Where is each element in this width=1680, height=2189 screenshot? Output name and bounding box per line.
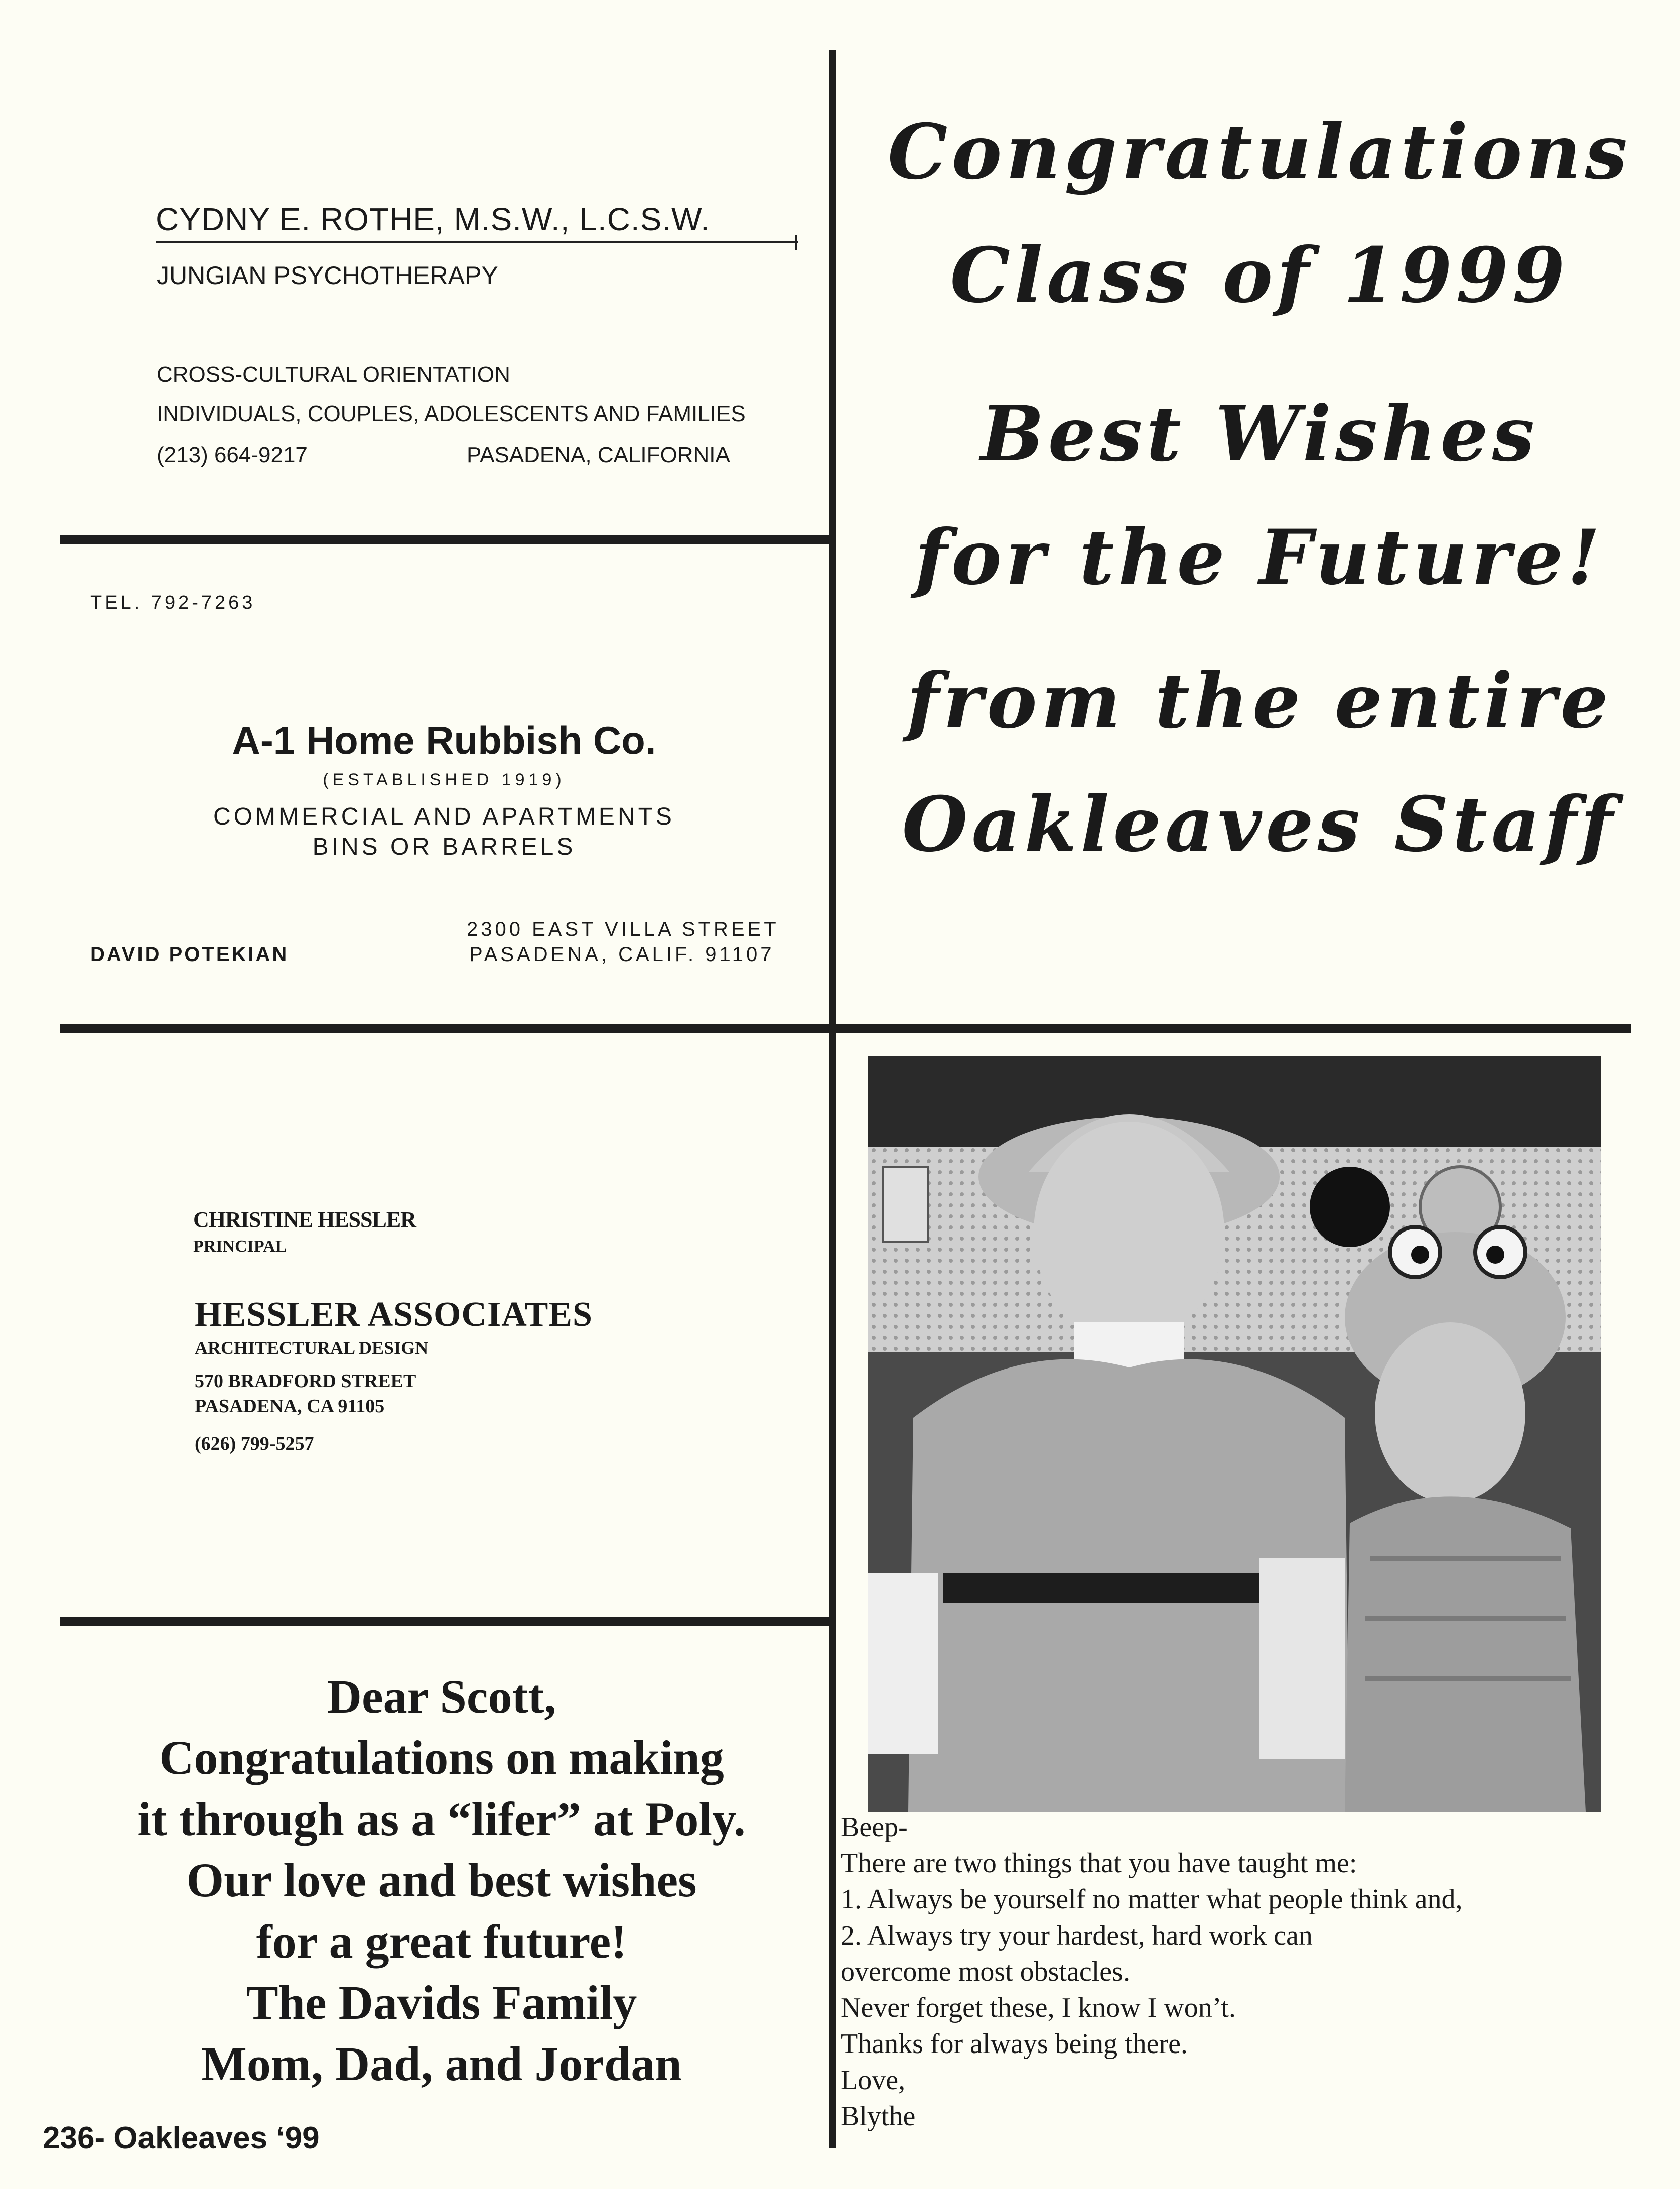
- a1-city-state: PASADENA, CALIF. 91107: [469, 943, 775, 966]
- a1-street: 2300 EAST VILLA STREET: [467, 918, 779, 940]
- a1-services-line2: BINS OR BARRELS: [312, 834, 576, 860]
- rothe-phone: (213) 664-9217: [157, 443, 308, 467]
- hessler-principal-name: CHRISTINE HESSLER: [193, 1207, 416, 1232]
- congrats-line: from the entire: [907, 657, 1612, 745]
- davids-line: The Davids Family: [246, 1976, 637, 2029]
- davids-line: it through as a “lifer” at Poly.: [137, 1792, 746, 1846]
- blythe-line: Thanks for always being there.: [841, 2028, 1188, 2060]
- congrats-message: [843, 90, 1676, 886]
- a1-owner: DAVID POTEKIAN: [90, 943, 289, 966]
- rothe-underline-tick: [795, 235, 797, 250]
- davids-message: [60, 1666, 823, 2095]
- blythe-line: Never forget these, I know I won’t.: [841, 1992, 1236, 2023]
- blythe-line: Blythe: [841, 2101, 916, 2132]
- a1-telephone: TEL. 792-7263: [90, 592, 256, 613]
- rothe-clients: INDIVIDUALS, COUPLES, ADOLESCENTS AND FAMILIES: [157, 401, 746, 426]
- davids-line: Mom, Dad, and Jordan: [201, 2037, 682, 2091]
- a1-company-name: A-1 Home Rubbish Co.: [232, 718, 656, 762]
- davids-line: Congratulations on making: [159, 1731, 724, 1785]
- congrats-line: Best Wishes: [980, 390, 1539, 478]
- davids-line: for a great future!: [256, 1914, 627, 1968]
- hessler-firm: HESSLER ASSOCIATES: [195, 1295, 593, 1334]
- hessler-title: PRINCIPAL: [193, 1237, 287, 1256]
- hessler-phone: (626) 799-5257: [195, 1433, 314, 1454]
- hessler-firm-sub: ARCHITECTURAL DESIGN: [195, 1338, 429, 1358]
- a1-established: (ESTABLISHED 1919): [323, 770, 566, 789]
- rothe-specialty: JUNGIAN PSYCHOTHERAPY: [157, 261, 498, 290]
- rothe-underline: [156, 241, 798, 243]
- congrats-line: Congratulations: [888, 108, 1631, 196]
- blythe-line: overcome most obstacles.: [841, 1956, 1130, 1987]
- a1-services-line1: COMMERCIAL AND APARTMENTS: [213, 803, 675, 830]
- rothe-name: CYDNY E. ROTHE, M.S.W., L.C.S.W.: [156, 201, 710, 237]
- divider-a1-hessler: [60, 1024, 1631, 1033]
- blythe-line: 1. Always be yourself no matter what people think and,: [841, 1884, 1463, 1915]
- davids-line: Dear Scott,: [327, 1670, 556, 1723]
- congrats-line: Class of 1999: [950, 231, 1569, 320]
- congrats-line: Oakleaves Staff: [902, 780, 1617, 869]
- blythe-note: [841, 1809, 1463, 2134]
- page-footer: 236- Oakleaves ‘99: [43, 2121, 320, 2155]
- photo-children-in-costumes: [868, 1056, 1601, 1812]
- blythe-line: Love,: [841, 2065, 906, 2096]
- rothe-orientation: CROSS-CULTURAL ORIENTATION: [157, 362, 510, 387]
- vertical-divider: [829, 50, 836, 2148]
- congrats-line: for the Future!: [915, 513, 1604, 602]
- blythe-line: Beep-: [841, 1812, 908, 1843]
- hessler-street: 570 BRADFORD STREET: [195, 1371, 416, 1392]
- blythe-line: 2. Always try your hardest, hard work can: [841, 1920, 1313, 1951]
- divider-hessler-davids: [60, 1617, 833, 1626]
- divider-rothe-a1: [60, 535, 833, 544]
- rothe-location: PASADENA, CALIFORNIA: [467, 443, 730, 467]
- blythe-line: There are two things that you have taught me:: [841, 1848, 1357, 1879]
- hessler-city: PASADENA, CA 91105: [195, 1396, 385, 1417]
- davids-line: Our love and best wishes: [186, 1853, 697, 1907]
